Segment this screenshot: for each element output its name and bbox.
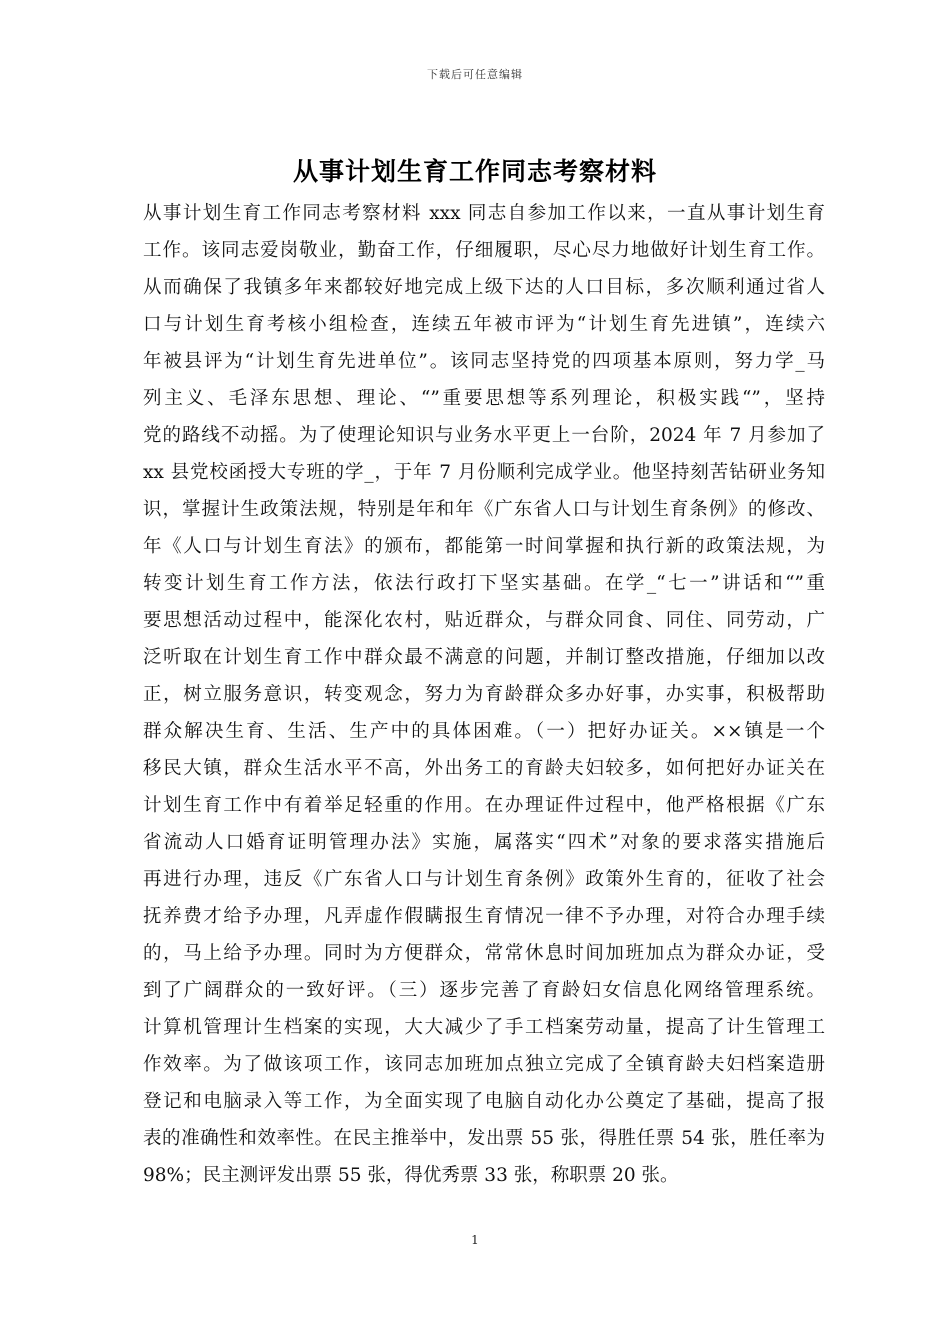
body-line: 表的准确性和效率性。在民主推举中，发出票 55 张，得胜任票 54 张，胜任率为 [143, 1128, 825, 1149]
body-line: 到了广阔群众的一致好评。（三）逐步完善了育龄妇女信息化网络管理系统。 [143, 980, 825, 1001]
body-line: 识，掌握计生政策法规，特别是年和年《广东省人口与计划生育条例》的修改、 [143, 499, 825, 520]
body-line: 党的路线不动摇。为了使理论知识与业务水平更上一台阶，2024 年 7 月参加了 [143, 425, 825, 446]
body-line: 口与计划生育考核小组检查，连续五年被市评为“计划生育先进镇”，连续六 [143, 314, 825, 335]
body-line: 从而确保了我镇多年来都较好地完成上级下达的人口目标，多次顺利通过省人 [143, 277, 825, 298]
body-line: 转变计划生育工作方法，依法行政打下坚实基础。在学_“七一”讲话和“”重 [143, 573, 825, 594]
body-line: 作效率。为了做该项工作，该同志加班加点独立完成了全镇育龄夫妇档案造册 [143, 1054, 825, 1075]
body-line: 群众解决生育、生活、生产中的具体困难。（一）把好办证关。××镇是一个 [143, 721, 825, 742]
body-line: 工作。该同志爱岗敬业，勤奋工作，仔细履职，尽心尽力地做好计划生育工作。 [143, 240, 825, 261]
body-line: 从事计划生育工作同志考察材料 xxx 同志自参加工作以来，一直从事计划生育 [143, 203, 825, 224]
body-line: 省流动人口婚育证明管理办法》实施，属落实“四术”对象的要求落实措施后 [143, 832, 825, 853]
body-line: 列主义、毛泽东思想、理论、“”重要思想等系列理论，积极实践“”，坚持 [143, 388, 825, 409]
body-line: 正，树立服务意识，转变观念，努力为育龄群众多办好事，办实事，积极帮助 [143, 684, 825, 705]
body-line: 抚养费才给予办理，凡弄虚作假瞒报生育情况一律不予办理，对符合办理手续 [143, 906, 825, 927]
page-number: 1 [471, 1233, 479, 1247]
body-line: 移民大镇，群众生活水平不高，外出务工的育龄夫妇较多，如何把好办证关在 [143, 758, 825, 779]
body-line: 年《人口与计划生育法》的颁布，都能第一时间掌握和执行新的政策法规，为 [143, 536, 825, 557]
body-line: xx 县党校函授大专班的学_，于年 7 月份顺利完成学业。他坚持刻苦钻研业务知 [143, 462, 825, 483]
body-line: 泛听取在计划生育工作中群众最不满意的问题，并制订整改措施，仔细加以改 [143, 647, 825, 668]
body-line: 计划生育工作中有着举足轻重的作用。在办理证件过程中，他严格根据《广东 [143, 795, 825, 816]
header-note: 下载后可任意编辑 [427, 68, 523, 81]
body-line: 的，马上给予办理。同时为方便群众，常常休息时间加班加点为群众办证，受 [143, 943, 825, 964]
body-line: 再进行办理，违反《广东省人口与计划生育条例》政策外生育的，征收了社会 [143, 869, 825, 890]
body-line: 要思想活动过程中，能深化农村，贴近群众，与群众同食、同住、同劳动，广 [143, 610, 825, 631]
document-body [143, 195, 825, 1194]
body-line: 98%；民主测评发出票 55 张，得优秀票 33 张，称职票 20 张。 [143, 1165, 679, 1186]
body-line: 登记和电脑录入等工作，为全面实现了电脑自动化办公奠定了基础，提高了报 [143, 1091, 825, 1112]
body-line: 计算机管理计生档案的实现，大大减少了手工档案劳动量，提高了计生管理工 [143, 1017, 825, 1038]
body-line: 年被县评为“计划生育先进单位”。该同志坚持党的四项基本原则，努力学_马 [143, 351, 825, 372]
page-title: 从事计划生育工作同志考察材料 [292, 157, 657, 186]
